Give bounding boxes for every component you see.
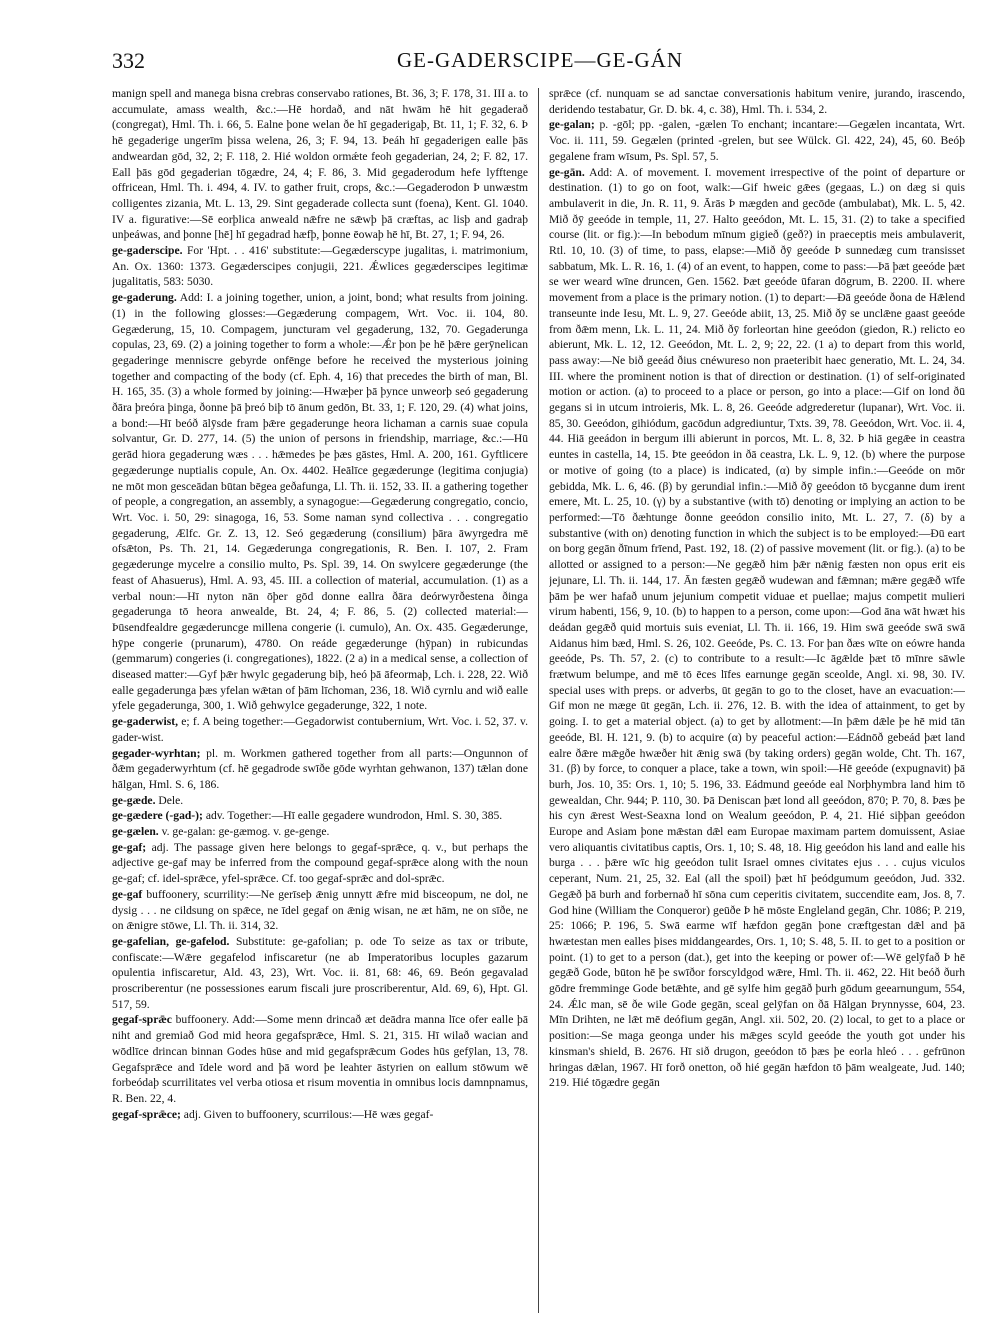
dictionary-entry [112, 290, 528, 714]
entry-text: p. -gōl; pp. -galen, -gælen To enchant; incantare:—Gegælen incantata, Wrt. Voc. ii. 111, 59. Gegælen (printed -grelen, but see Wülck. Gl. 422, 24), 45, 60. Beóþ gegalene fram wīsum, Ps. Spl. 57, 5. [549, 118, 965, 163]
entry-headword: ge-galan; [549, 118, 595, 132]
entry-text: Add: I. a joining together, union, a joint, bond; what results from joining. (1) in the following glosses:—Gegæderung compagem, Wrt. Voc. ii. 104, 80. Gegæderung, 15, 10. Compagem, juncturam vel gegaderung, 132, 70. Gegaderunga copulas, 23, 69. (2) a joining together to form a whole:—Ǽr þon þe hē þǣre gerȳnelican gegaderinge menniscre gebyrde onfēnge before he received the mysterious joining together and compacting of the body (cf. Eph. 4, 16) that precedes the birth of man, Bl. H. 165, 35. (3) a whole formed by joining:—Hwæþer þā þynce unweorþ seó gegaderung ðāra þreóra þinga, ðonne þā þreó biþ tō ānum gedōn, Bt. 33, 1; F. 120, 29. (4) what joins, a bond:—Hī beóð ālȳsde fram þǣre gegaderunge heora lichaman a carnis suae copula solvantur, Gr. D. 277, 14. (5) the union of persons in friendship, marriage, &c.:—Hū gerād hiora gegaderung wæs . . . hǣmedes þe þæs gāstes, Hml. A. 200, 161. Gyftlicere gegæderunge nuptialis copule, An. Ox. 4402. Heālīce gegæderunge (legitima conjugia) ne mōt mon gesceādan būtan bēgea geðafunga, Ll. Th. ii. 152, 33. II. a gathering together of people, a congregation, an assembly, a synagogue:—Gegæderung congregatio, concio, Wrt. Voc. i. 50, 29: sinagoga, 16, 53. Some naman synd collectiva . . . congregatio gegaderung, Ælfc. Gr. Z. 13, 12. Seó gegæderung (consilium) þāra āwyrgedra mē ofsǣton, Ps. Th. 21, 14. Gegæderunga congregationis, R. Ben. I. 107, 2. Fram gegæderunge mycelre a consilio multo, Ps. Spl. 39, 14. On swylcere gegæderunge (the feast of Ahasuerus), Hml. A. 93, 45. III. a collection of material, accumulation. (1) as a verbal noun:—Hī nyton nān ōþer gōd donne eallra ðāra deórwyrðestena ðinga gegaderunga tō heora anwealde, Bt. 24, 4; F. 86, 5. (2) collected material:—Þūsendfealdre gegæderuncge millena congerie (i. cumulo), An. Ox. 435. Gegæderunge, hȳpe congerie (prunarum), 4780. On reáde gegæderunge (hȳpan) in rubicundas (gemmarum) congeries (i. congregationes), 1822. (2 a) in a medical sense, a collection of diseased matter:—Gyf þǣr hwylc gegaderung biþ, heó þā āfeormaþ, Lch. i. 228, 22. Wið ealle gegaderunga þæs yfelan wǣtan of þām līchoman, 236, 18. Wið cyrnlu and wið ealle yfele gegaderunga, 300, 1. Wið gehwylce gegaderunge, 322, 1 note. [112, 291, 528, 713]
entry-text: buffoonery. Add:—Some menn drincað æt deādra manna līce ofer ealle þā niht and gremiað God mid heora gegafsprǣce, Hml. S. 21, 315. Hī wilað wacian and wōdlīce drincan binnan Godes hūse and mid gegafsprǣcum Godes hūs gefȳlan, 13, 78. Gegafsprǣce and īdele word and þā word þe leahter āstyrien on eallum stōwum wē forbeódaþ scurrilitates vel verba otiosa et risum moventia in omnibus locis damnpnamus, R. Ben. 22, 4. [112, 1013, 528, 1105]
entry-text: v. ge-galan: ge-gæmog. v. ge-genge. [161, 825, 330, 839]
entry-text: For 'Hpt. . . 416' substitute:—Gegæderscype jugalitas, i. matrimonium, An. Ox. 1360: 1373. Gegæderscipes conjugii, 221. Ǽwlices gegæderscipes legitimæ jugalitatis, 583: 5030. [112, 244, 528, 289]
entry-headword: gegaf-sprǣc [112, 1013, 172, 1027]
entry-headword: ge-gædere (-gad-); [112, 809, 203, 823]
column-divider [538, 88, 539, 1313]
dictionary-entry [112, 746, 528, 793]
entry-headword: ge-gaderung. [112, 291, 177, 305]
entry-text: adj. Given to buffoonery, scurrilous:—Hē wæs gegaf- [183, 1107, 434, 1121]
entry-text: Substitute: ge-gafolian; p. ode To seize as tax or tribute, confiscate:—Wǣre gegafelod infiscaretur (ne ab Imperatoribus locuples gazarum opulentia infiscaretur, Ald. 43, 23), Wrt. Voc. ii. 81, 68: 46, 69. Beón gegavalad proscriberentur (ne possessiones earum fiscali jure proscriberentur, Ald. 69, 6), Hpt. Gl. 517, 59. [112, 934, 528, 1011]
entry-headword: gegaf-sprǣce; [112, 1107, 181, 1121]
entry-text: buffoonery, scurrility:—Ne gerīseþ ǣnig unnytt ǣfre mid bisceopum, ne dol, ne dysig . . . ne cildsung on spǣce, ne īdel gegaf on ǣnig wisan, ne æt hām, ne on sīðe, ne on ǣnigre stōwe, Ll. Th. ii. 314, 32. [112, 887, 528, 933]
dictionary-entry [112, 824, 528, 840]
dictionary-entry [112, 808, 528, 824]
dictionary-entry [549, 86, 965, 117]
entry-text: Add: A. of movement. I. movement irrespective of the point of departure or destination. (1) to go on foot, walk:—Gif hweic gǣes (gegaas, L.) on dæg si quis ambulaverit in die, Jn. R. 11, 9. Ārās Þ mægden and gecōde (ambulabat), Mk. L. 5, 42. Mið ðȳ geeóde in temple, 11, 27. Halto geeódon, Mt. L. 15, 31. (2) to take a specified course (lit. or fig.):—In bebodum mīnum gigieð (geð?) in praeceptis meis ambulaverit, Rtl. 10, 10. (3) of time, to pass, elapse:—Mið ðȳ geeóde Þ sunnedæg cum transisset sabbatum, Mk. L. R. 16, 1. (4) of an event, to happen, come to pass:—Þā þæt geeóde þæt se wer weard wīne druncen, Gen. 1562. Þæt geeóde ūfaran dōgrum, B. 2200. II. where movement from a place is the primary notion. (1) to depart:—Ðā geeóde ðona de Hǣlend transeunte inde Iesu, Mt. L. 9, 27. Geeóde abiit, 13, 25. Mið ðȳ se unclǣne gaast geeóde from ðǣm menn, Lk. L. 11, 24. Mið ðȳ forleortan hine geeódon (giedon, R.) relicto eo abierunt, Mk. L. 12, 12. Geeódon, Mt. L. 2, 9; 22, 22. (1 a) to depart from this world, pass away:—Ne bið geeád ðius cnéwureso non praeteribit haec generatio, Mt. L. 24, 34. III. where the prominent notion is that of direction or destination. (1) of self-originated motion or action. (a) to proceed to a place or person, go into a place:—Gif on lond ðū gegans si in utcum introieris, Mk. L. 8, 26. Geeóde adgrederetur (lupanar), Wrt. Voc. ii. 85, 30. Geeódon, gihiódum, gacōdun adgrediuntur, Txts. 39, 78. Geeódon, Wrt. Voc. ii. 4, 44. Hiā geeádon in bergum illi abierunt in porcos, Mt. L. 8, 32. Þ hiā gegǣe in ceastra euntes in castella, 14, 15. Þte geeódon in ðā ceastra, Lk. L. 9, 12. (b) where the purpose or motive of going (to a place) is indicated, (α) by simple infin.:—Geeóde on mōr gebidda, Mk. L. 6, 46. (β) by gerundial infin.:—Mið ðȳ geeódon tō bycganne dum irent emere, Mt. L. 25, 10. (γ) by a substantive (with tō) denoting or implying an action to be performed:—Tō ðæhtunge ðonne geeódon consilio inito, Mt. L. 27, 7. (δ) by a substantive (with on) denoting function in which the subject is to be employed:—Ðū eart on borg gegān ðīnum frīend, Past. 192, 18. (2) of passive movement (lit. or fig.). (a) to be allotted or assigned to a person:—Ne gegǣð him þǣr nǣnig fæsten non opus erit eis jejunare, Ll. Th. ii. 144, 17. Ān fæsten gegǣð wudewan and fǣmnan; mǣre gegǣð wīfe þām þe wer hafað unum jejunium competit viduae et puellae; majus competit mulieri virum habenti, 156, 9, 10. (b) to happen to a person, come upon:—God āna wāt hwæt his deádan gegǣð quid mortuis suis eveniat, Ll. Th. ii. 166, 19. Him swā geeóde swā swā Aidanus him bæd, Hml. S. 26, 102. Geeóde, Ps. C. 13. For þan ðæs wīte on eówre handa geeóde, Ps. Th. 57, 2. (c) to contribute to a result:—Ic āgǣlde þæt tō mīnre sāwle frætwum belumpe, and mē tō ēces līfes earnunge gegān sceolde, Angl. xi. 98, 30. IV. special uses with preps. or adverbs, ūt gegān to go to the closet, have an evacuation:—Gif mon ne mæge ūt gegān, Lch. ii. 276, 12. B. with the idea of attainment, to get by going. I. to get a material object. (a) to get by allotment:—In þǣm dǣle þe hē mid tān geeóde, Bl. H. 121, 9. (b) to acquire (α) by peaceful action:—Eádnōð gebeád þæt land ealre ðǣre mǣgðe hwæðer hit ǣnig swā (by taking orders) gegān wolde, Cht. Th. 167, 31. (β) by force, to conquer a place, take a town, win spoil:—Hē geeóde (expugnavit) þā burh, Jos. 10, 35: Ors. 1, 10; 5. 196, 33. Eádmund geeóde eal Norþhymbra land him tō gewealdan, Chr. 944; P. 110, 30. Þā Deniscan þæt lond all geeódon, 870; P. 70, 8. Þæs þe his cyn ǣrest West-Seaxna lond on Wealum geeódon, P. 4, 21. Hié siþþan geeódon Europe and Asiam þone mǣstan dǣl eam Europae maximam partem domuissent, Asiae vero aliquantis civitatibus captis, Ors. 1, 10; S. 48, 18. Hig geeódon his land and ealle his burga . . . þǣre wīc hig geeódon tulit Israel omnes civitates ejus . . . cujus viculos ceperant, Num. 21, 25, 32. Eal (all the spoil) þæt hī þeódgumum geeódon, Jud. 332. Gegǣð þā burh and forbernað hī sōna cum ceperitis civitatem, succendite eam, Jos. 8, 7. God hine (William the Conqueror) geūðe Þ hē mōste Engleland gegān, Chr. 1086; P. 219, 25: 1066; P. 196, 5. Swā earme wīf hæfdon gegān þone cræftgestan dǣl and þā hwætestan men ealles þises middangeardes, Ors. 1, 10; S. 48, 5. II. to get to a position or point. (1) to get to a person (dat.), get into the keeping or power of:—Wē gelȳfað Þ hē gegǣð Gode, būton hē þe swīðor forscyldgod wǣre, Hml. Th. ii. 462, 22. Hit beóð ðurh gōdre fremminge Gode betǣhte, and gē sylfe him gegāð þurh gōdum geearnungum, 554, 24. Ǽlc man, sē ðe wile Gode gegān, sceal gelȳfan on ðā Hālgan Þrynnysse, 604, 23. Mīn Drihten, ne lǣt mē deófium gegān, Angl. xii. 502, 20. (2) local, to get to a place or position:—Se maga geonga under his mǣges scyld geeóde the youth got under his kinsman's shield, B. 2676. Hī sið drugon, geeódon tō þæs þe eorla hleó . . . gefrūnon hringas dǣlan, 1967. Hī forð onetton, oð hié gegān hæfdon tō þām wealgeate, Jud. 140; 219. Hié tōgædre gegān [549, 165, 965, 1090]
entry-headword: ge-gælen. [112, 825, 159, 839]
entry-text: Dele. [158, 793, 184, 807]
page-header [112, 44, 968, 76]
left-column [112, 86, 528, 1316]
dictionary-entry [549, 165, 965, 1091]
dictionary-entry [112, 1107, 528, 1123]
dictionary-entry [112, 86, 528, 243]
entry-text: adv. Together:—Hī ealle gegadere wundrodon, Hml. S. 30, 385. [205, 809, 503, 823]
entry-headword: ge-gaderwist, [112, 715, 179, 729]
entry-headword: gegader-wyrhtan; [112, 746, 201, 760]
entry-text: adj. The passage given here belongs to gegaf-sprǣce, q. v., but perhaps the adjective ge-gaf may be inferred from the compound gegaf-sprǣce along with the noun ge-gaf; cf. idel-sprǣce, yfel-sprǣce. Cf. too gegaf-sprǣc and dol-sprǣc. [112, 840, 528, 886]
entry-headword: ge-gaf; [112, 840, 147, 854]
page-number: 332 [112, 48, 145, 73]
entry-text: manign spell and manega bisna crebras conservabo rationes, Bt. 36, 3; F. 178, 31. III a. to accumulate, amass wealth, &c.:—Hē hordað, and nāt hwām hē hit gegaderað (congregat), Hml. Th. i. 66, 5. Ealne þone welan ðe hī gegaderigaþ, Bt. 11, 1; F. 32, 6. Þ hē gegaderige ungerīm þissa welena, 26, 3; F. 94, 13. Þeáh hī gegaderigen ealle þās andweardan gōd, 32, 2; F. 118, 2. Hié woldon ormǽte feoh gegaderian, 24, 2; F. 82, 17. Eall þās gōd gegaderian tōgædre, 24, 4; F. 86, 3. Mid gegaderodum hefe lyfftenge offricean, Hml. Th. i. 494, 4. IV. to gather fruit, crops, &c.:—Gegaderodon Þ unwæstm colligentes zizania, Mt. L. 13, 29. Sint gegaderade collecta sunt (foena), Kent. Gl. 1040. IV a. figurative:—Sē eorþlica anweald nǣfre ne sǣwþ þā cræftas, ac lisþ and gadraþ unþeáwas, and þonne [hē] hī gegadrad hæfþ, þonne ēowaþ hē hī, Bt. 27, 1; F. 94, 26. [112, 87, 528, 242]
dictionary-entry [112, 934, 528, 1013]
entry-text: e; f. A being together:—Gegadorwist contubernium, Wrt. Voc. i. 52, 37. v. gader-wist. [112, 715, 528, 744]
dictionary-entry [549, 117, 965, 164]
dictionary-entry [112, 1012, 528, 1106]
dictionary-entry [112, 793, 528, 809]
running-head: GE-GADERSCIPE—GE-GÁN [397, 48, 683, 72]
dictionary-entry [112, 243, 528, 290]
entry-headword: ge-gān. [549, 165, 585, 179]
entry-headword: ge-gaderscipe. [112, 244, 183, 258]
entry-text: pl. m. Workmen gathered together from all parts:—Ongunnon of ðǣm gegaderwyrhtum (cf. hē gegadrode swīðe gōde wyrhtan gehwanon, 137) tǣlan done hālgan, Hml. S. 6, 186. [112, 746, 528, 791]
dictionary-entry [112, 714, 528, 745]
dictionary-entry [112, 840, 528, 887]
entry-text: sprǣce (cf. nunquam se ad sanctae conversationis habitum venire, jurando, irascendo, deridendo testabatur, Gr. D. bk. 4, c. 38), Hml. Th. i. 534, 2. [549, 87, 965, 116]
entry-headword: ge-gafelian, ge-gafelod. [112, 934, 230, 948]
entry-headword: ge-gaf [112, 887, 143, 901]
dictionary-entry [112, 887, 528, 934]
entry-headword: ge-gæde. [112, 793, 156, 807]
right-column [549, 86, 965, 1316]
